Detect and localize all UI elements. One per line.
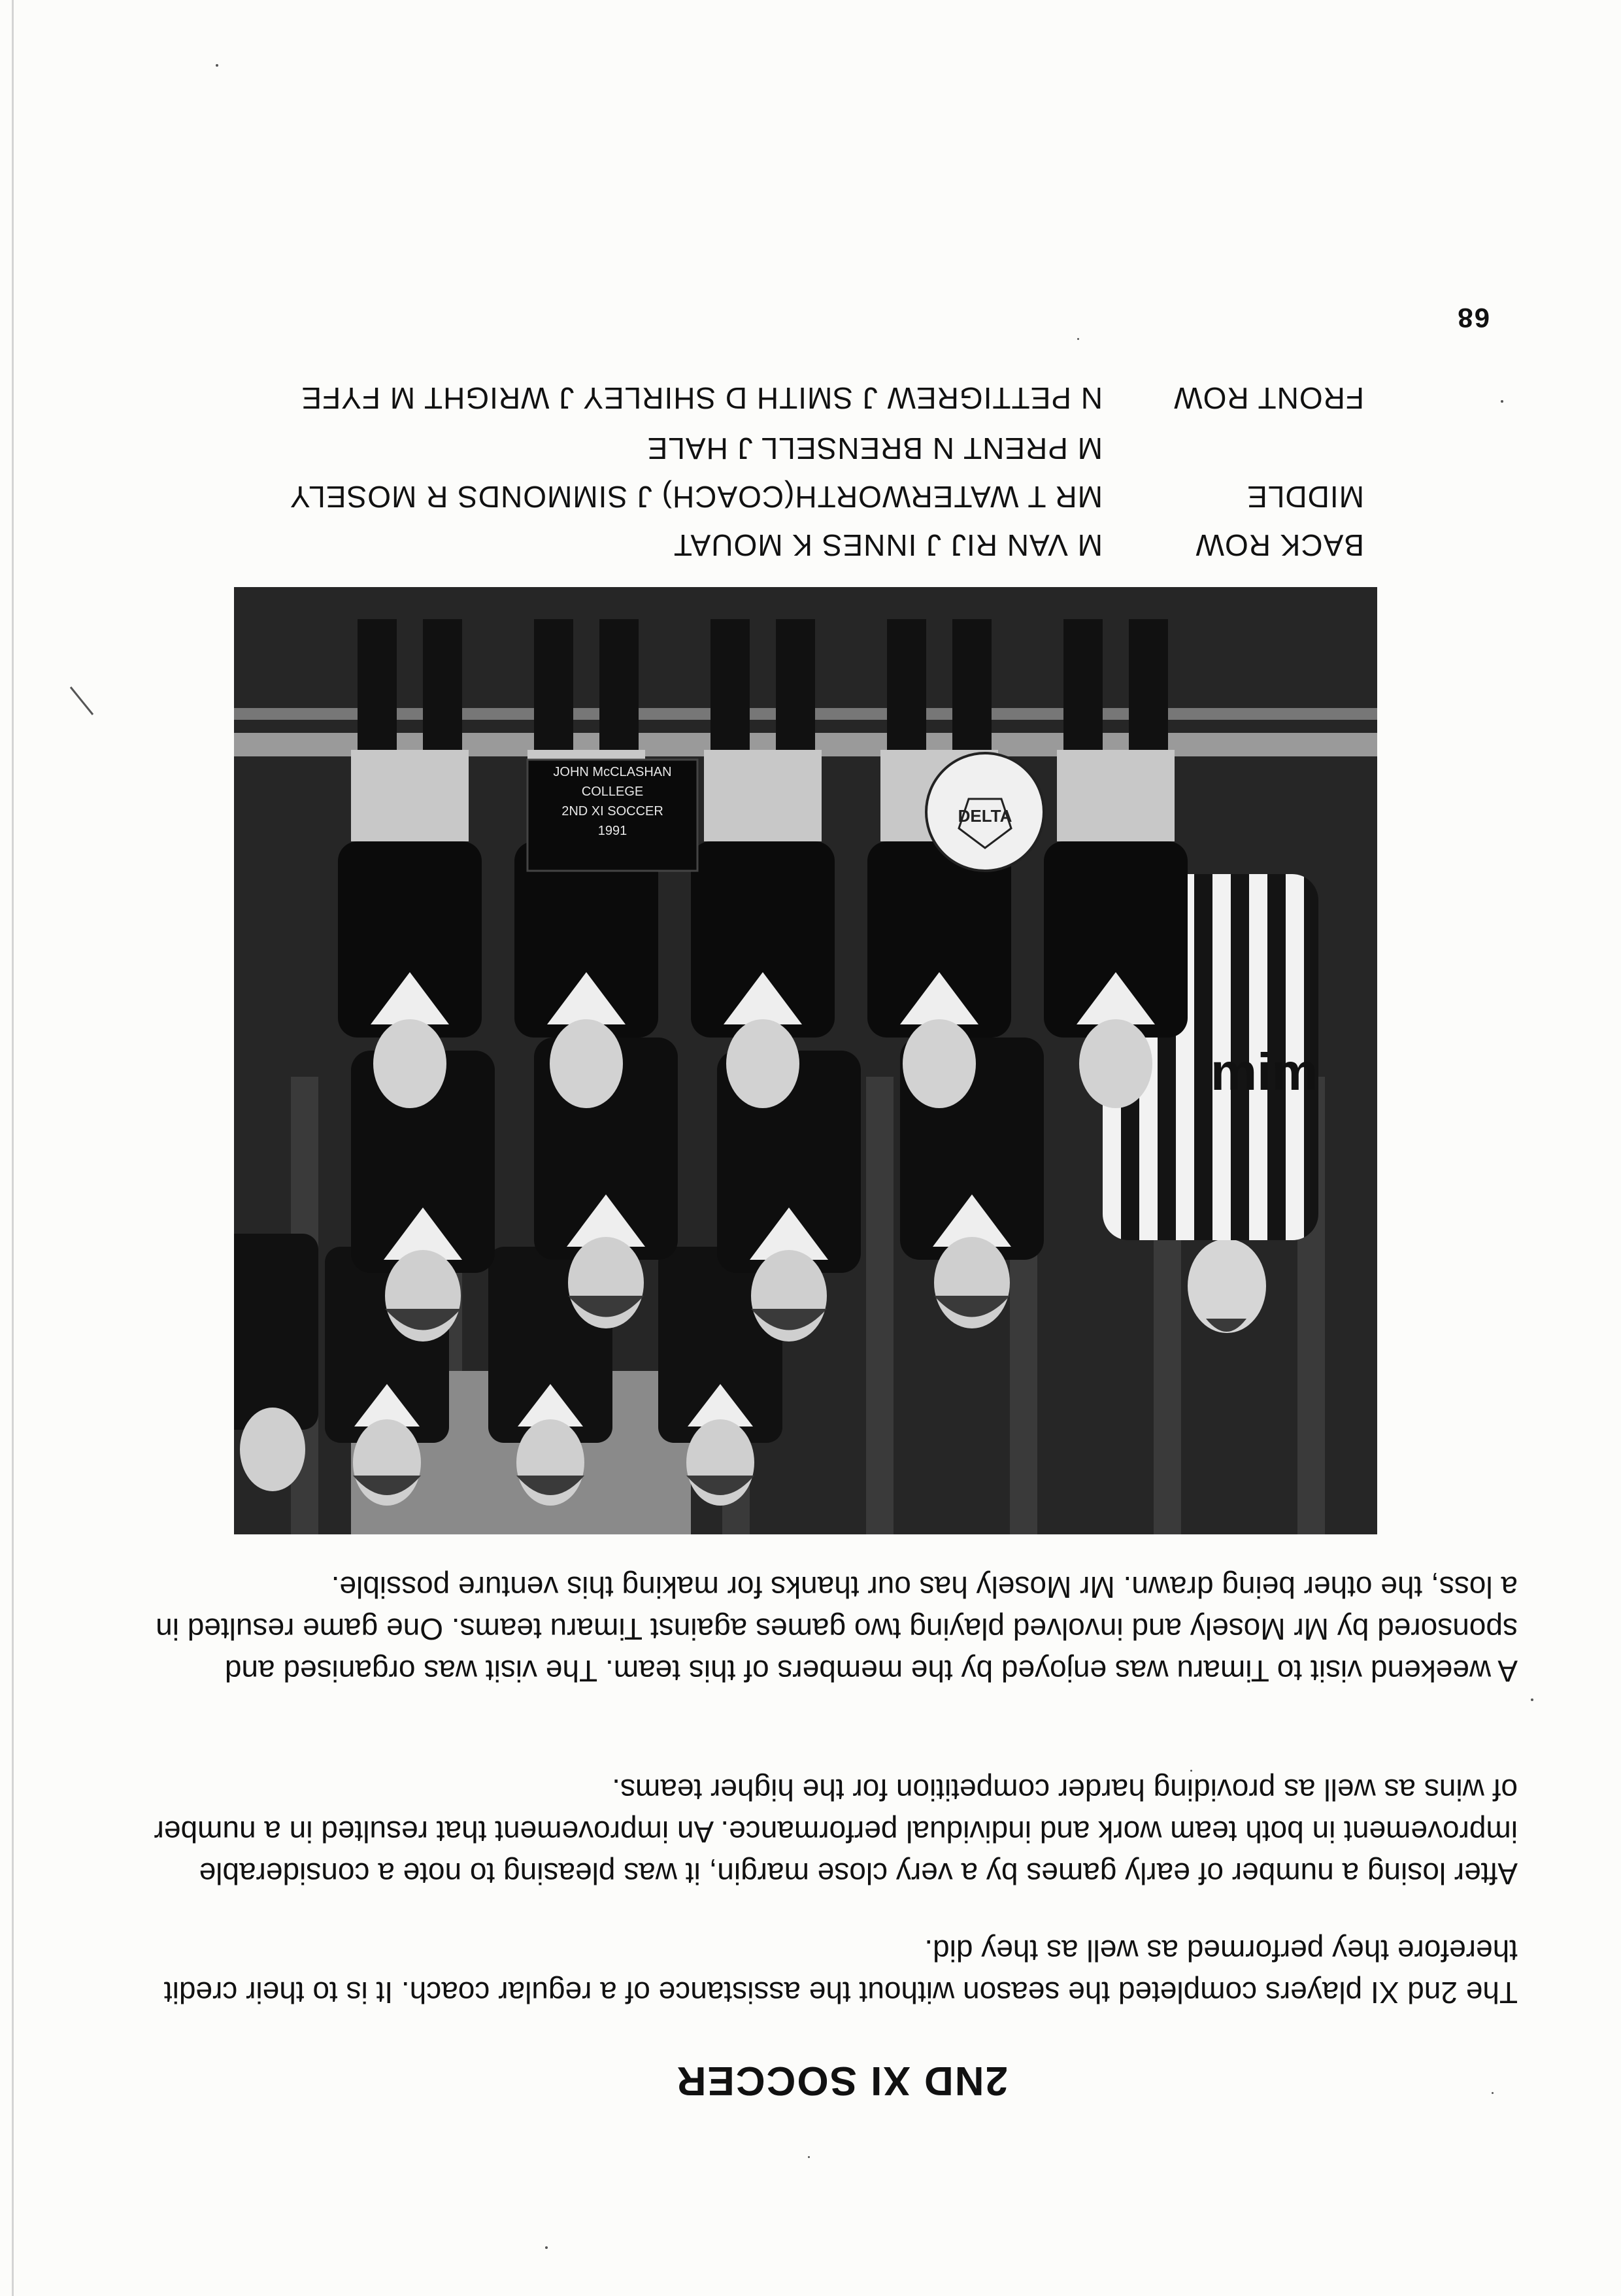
article-paragraph-3: A weekend visit to Timaru was enjoyed by the members of this team. The visit was organised and sponsored by Mr Mosely and involved playing two games against Timaru teams. One game resulted in a loss, the other being drawn. Mr Mosely has our thanks for making this venture possible. (156, 1570, 1518, 1688)
caption-back-row-label: BACK ROW (1195, 528, 1364, 562)
caption-front-row-label: FRONT ROW (1173, 381, 1364, 415)
team-shield-board (527, 760, 697, 871)
page-number: 68 (1456, 303, 1490, 333)
caption-middle-names-2: M PRENT N BRENSELL J HALE (646, 431, 1103, 465)
shield-line-1: JOHN McCLASHAN (553, 765, 672, 779)
article-title: 2ND XI SOCCER (675, 2058, 1008, 2103)
football (926, 753, 1044, 871)
caption-front-row-names: N PETTIGREW J SMITH D SHIRLEY J WRIGHT M FYFE (301, 381, 1103, 415)
article-paragraph-1: The 2nd XI players completed the season without the assistance of a regular coach. It is to their credit therefore they performed as well as they did. (163, 1934, 1518, 2010)
football-brand-text: DELTA (958, 806, 1012, 826)
caption-middle-label: MIDDLE (1246, 480, 1364, 514)
coach-shirt-text: mim (1211, 1043, 1318, 1101)
team-photo-illustration (234, 587, 1377, 1534)
caption-middle-names-1: MR T WATERWORTH(COACH) J SIMMONDS R MOSELY (290, 480, 1103, 514)
shield-line-2: COLLEGE (581, 785, 644, 799)
shield-line-3: 2ND XI SOCCER (561, 804, 663, 819)
caption-back-row-names: M VAN RIJ J INNES K MOUAT (673, 528, 1103, 562)
article-paragraph-2: After losing a number of early games by a very close margin, it was pleasing to note a considerable improvement in both team work and individual performance. An improvement that resulted in a number of wins as well as providing harder competition for the higher teams. (154, 1773, 1518, 1891)
team-photo (234, 587, 1377, 1534)
shield-line-4: 1991 (597, 824, 627, 838)
